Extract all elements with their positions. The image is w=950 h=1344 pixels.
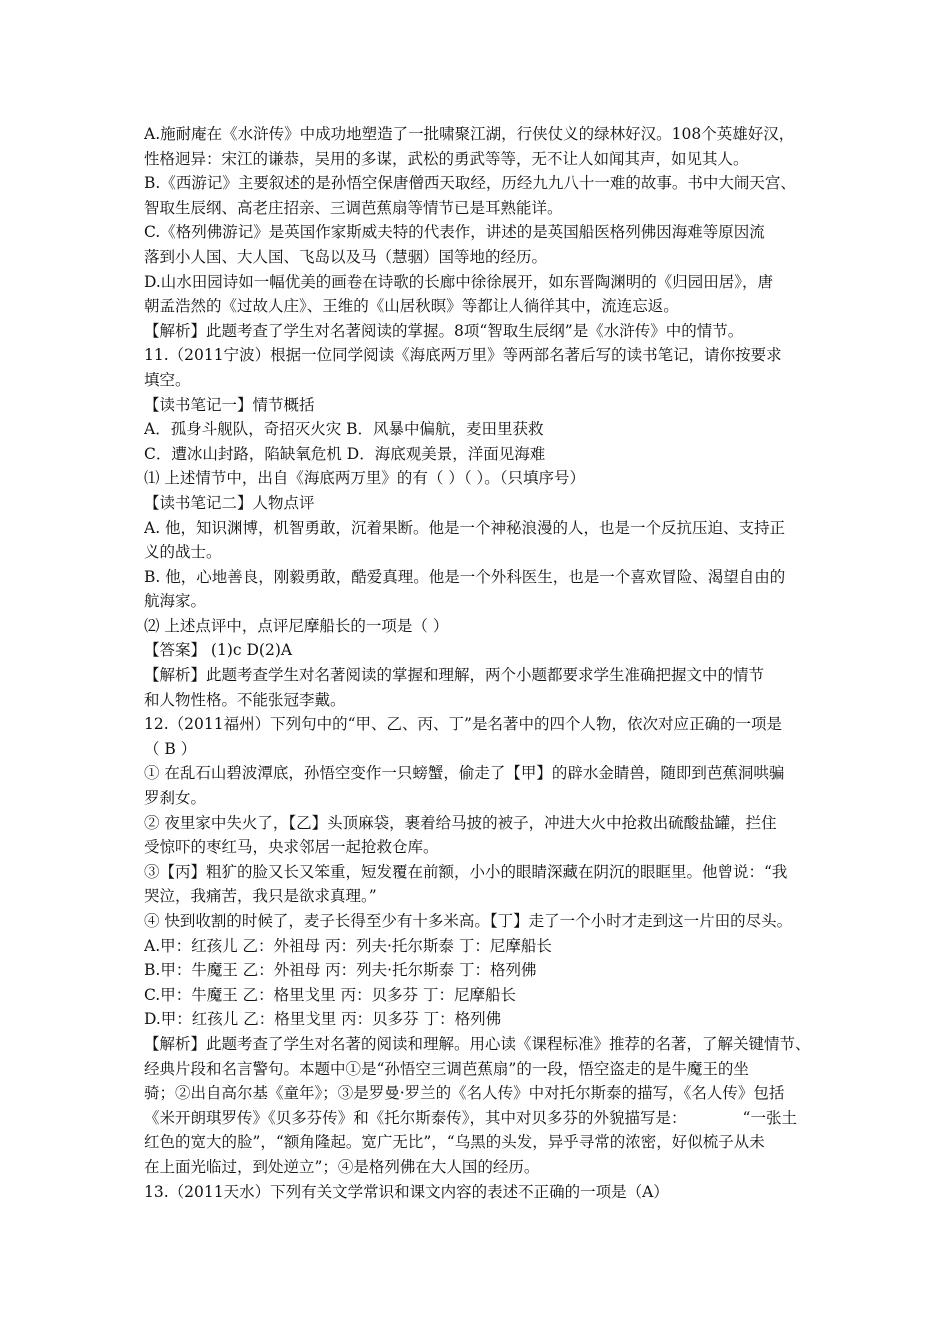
- text-line: 受惊吓的枣红马，央求邻居一起抢救仓库。: [144, 838, 439, 857]
- text-line: ⑵ 上述点评中，点评尼摩船长的一项是（ ）: [144, 616, 449, 635]
- document-body: [144, 122, 812, 1204]
- answer-line: 【答案】 (1)c D(2)A: [144, 641, 293, 660]
- text-line: ⑴ 上述情节中，出自《海底两万里》的有（ ）（ ）。（只填序号）: [144, 469, 586, 488]
- section-heading: 【读书笔记一】情节概括: [144, 395, 315, 414]
- option-line: B.甲：牛魔王 乙：外祖母 丙：列夫·托尔斯泰 丁：格列佛: [144, 961, 537, 980]
- text-line: 和人物性格。不能张冠李戴。: [144, 690, 346, 709]
- text-line: 性格迥异：宋江的谦恭，吴用的多谋，武松的勇武等等，无不让人如闻其声，如见其人。: [144, 149, 749, 168]
- text-line: ④ 快到收割的时候了，麦子长得至少有十多米高。【丁】走了一个小时才走到这一片田的尽头。: [144, 912, 793, 930]
- text-line: C．遭冰山封路，陷缺氧危机 D．海底观美景，洋面见海难: [144, 444, 546, 463]
- text-segment: “一张土: [742, 1108, 797, 1127]
- analysis-line: 【解析】此题考查了学生对名著的阅读和理解。用心读《课程标准》推荐的名著，了解关键情节、: [144, 1034, 811, 1053]
- analysis-line: 【解析】此题考查学生对名著阅读的掌握和理解，两个小题都要求学生准确把握文中的情节: [144, 666, 765, 685]
- option-line: A.甲：红孩儿 乙：外祖母 丙：列夫·托尔斯泰 丁：尼摩船长: [144, 936, 552, 955]
- text-line: A. 他，知识渊博，机智勇敢，沉着果断。他是一个神秘浪漫的人，也是一个反抗压迫、支持正: [144, 518, 786, 537]
- text-line: 智取生辰纲、高老庄招亲、三调芭蕉扇等情节已是耳熟能详。: [144, 198, 563, 217]
- text-line: 落到小人国、大人国、飞岛以及马（慧骃）国等地的经历。: [144, 247, 548, 266]
- text-line: 经典片段和名言警句。本题中①是“孙悟空三调芭蕉扇”的一段，悟空盗走的是牛魔王的坐: [144, 1059, 749, 1078]
- text-line: ② 夜里家中失火了，【乙】头顶麻袋，裹着给马披的被子，冲进大火中抢救出硫酸盐罐，拦住: [144, 813, 777, 832]
- text-line: 填空。: [144, 370, 191, 389]
- question-line: 11.（2011宁波）根据一位同学阅读《海底两万里》等两部名著后写的读书笔记，请你按要求: [144, 346, 782, 365]
- text-segment: 《米开朗琪罗传》《贝多芬传》和《托尔斯泰传》，其中对贝多芬的外貌描写是：: [144, 1108, 687, 1127]
- text-line: 哭泣，我痛苦，我只是欲求真理。”: [144, 887, 377, 906]
- text-line: （ B ）: [144, 739, 197, 758]
- text-line: A．孤身斗舰队，奇招灭火灾 B．风暴中偏航，麦田里获救: [144, 420, 544, 439]
- text-line: C.《格列佛游记》是英国作家斯威夫特的代表作，讲述的是英国船医格列佛因海难等原因流: [144, 223, 765, 242]
- text-line: A.施耐庵在《水浒传》中成功地塑造了一批啸聚江湖，行侠仗义的绿林好汉。108个英雄好汉，: [144, 125, 795, 143]
- text-line: 航海家。: [144, 592, 207, 611]
- text-line: 在上面光临过，到处逆立”；④是格列佛在大人国的经历。: [144, 1157, 540, 1176]
- option-line: D.甲：红孩儿 乙：格里戈里 丙：贝多芬 丁：格列佛: [144, 1010, 502, 1029]
- text-line: [144, 1106, 812, 1131]
- text-line: ③【丙】粗犷的脸又长又笨重，短发覆在前额，小小的眼睛深藏在阴沉的眼眶里。他曾说：“我: [144, 862, 788, 881]
- text-line: ① 在乱石山碧波潭底，孙悟空变作一只螃蟹，偷走了【甲】的辟水金睛兽，随即到芭蕉洞哄骗: [144, 764, 785, 783]
- question-line: 13.（2011天水）下列有关文学常识和课文内容的表述不正确的一项是（A）: [144, 1182, 669, 1201]
- option-line: C.甲：牛魔王 乙：格里戈里 丙：贝多芬 丁：尼摩船长: [144, 985, 517, 1004]
- analysis-line: 【解析】此题考查了学生对名著阅读的掌握。8项“智取生辰纲”是《水浒传》中的情节。: [144, 321, 744, 340]
- text-line: 骑；②出自高尔基《童年》；③是罗曼·罗兰的《名人传》中对托尔斯泰的描写，《名人传》包括: [144, 1084, 785, 1103]
- text-line: B.《西游记》主要叙述的是孙悟空保唐僧西天取经，历经九九八十一难的故事。书中大闹天宫、: [144, 174, 796, 193]
- question-line: 12.（2011福州）下列句中的“甲、乙、丙、丁”是名著中的四个人物，依次对应正确的一项是: [144, 715, 782, 734]
- text-line: B. 他，心地善良，刚毅勇敢，酷爱真理。他是一个外科医生，也是一个喜欢冒险、渴望自由的: [144, 567, 786, 586]
- text-line: 红色的宽大的脸”，“额角隆起。宽广无比”，“乌黑的头发，异乎寻常的浓密，好似梳子从未: [144, 1133, 765, 1152]
- text-line: 朝孟浩然的《过故人庄》、王维的《山居秋暝》等都让人徜徉其中，流连忘返。: [144, 297, 679, 316]
- section-heading: 【读书笔记二】人物点评: [144, 493, 315, 512]
- text-line: D.山水田园诗如一幅优美的画卷在诗歌的长廊中徐徐展开，如东晋陶渊明的《归园田居》，唐: [144, 272, 774, 291]
- text-line: 罗刹女。: [144, 789, 207, 808]
- text-line: 义的战士。: [144, 543, 222, 562]
